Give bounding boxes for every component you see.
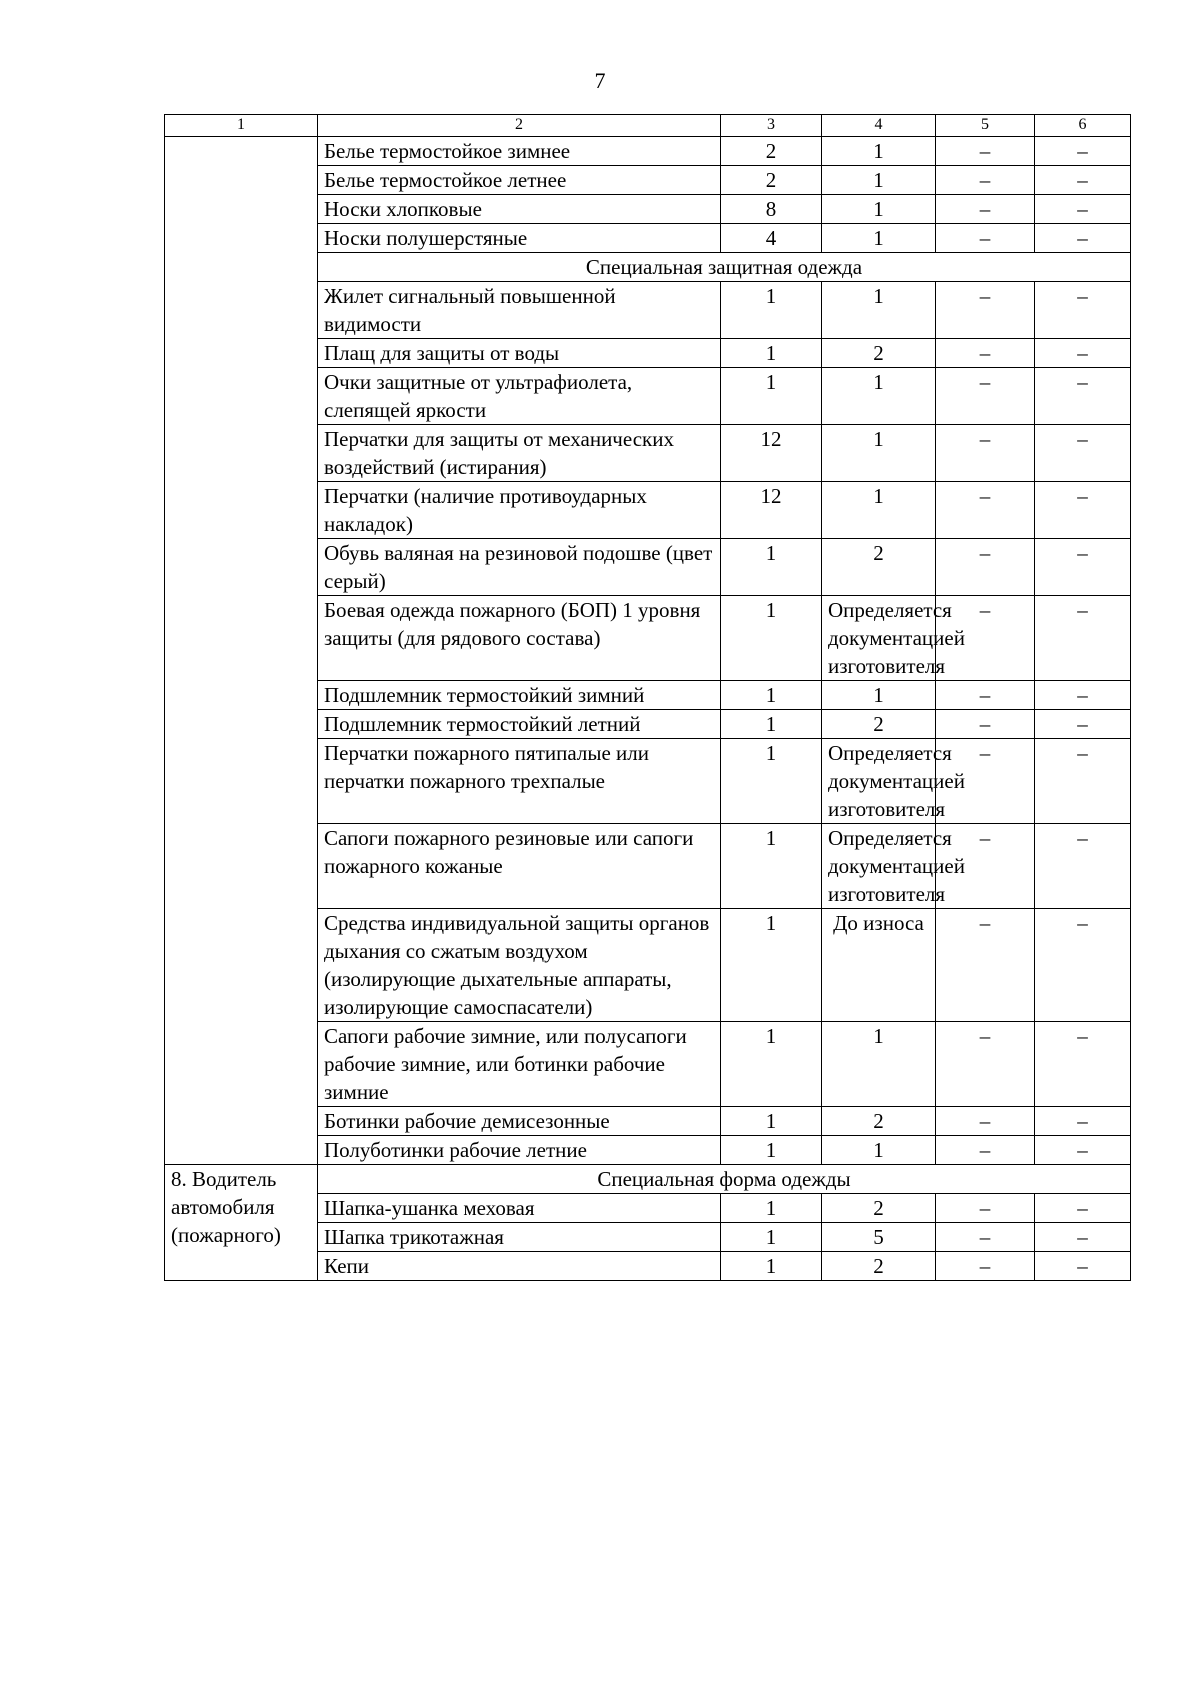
item-quantity: 1	[721, 368, 822, 425]
item-wear-period: 1	[822, 1022, 936, 1107]
item-col5: –	[936, 425, 1035, 482]
item-col5: –	[936, 824, 1035, 909]
item-wear-period: 1	[822, 137, 936, 166]
item-col6: –	[1035, 482, 1131, 539]
position-cell-continued	[165, 137, 318, 1165]
item-wear-period: 1	[822, 368, 936, 425]
item-quantity: 1	[721, 1022, 822, 1107]
section-title: Специальная форма одежды	[318, 1165, 1131, 1194]
item-wear-period: 1	[822, 195, 936, 224]
item-col5: –	[936, 1223, 1035, 1252]
item-wear-period: 2	[822, 1194, 936, 1223]
item-col5: –	[936, 482, 1035, 539]
item-name: Кепи	[318, 1252, 721, 1281]
item-quantity: 1	[721, 1194, 822, 1223]
item-name: Шапка-ушанка меховая	[318, 1194, 721, 1223]
item-col5: –	[936, 224, 1035, 253]
item-col6: –	[1035, 824, 1131, 909]
item-name: Боевая одежда пожарного (БОП) 1 уровня защиты (для рядового состава)	[318, 596, 721, 681]
item-wear-period: 2	[822, 339, 936, 368]
item-quantity: 1	[721, 681, 822, 710]
item-quantity: 1	[721, 1107, 822, 1136]
item-name: Очки защитные от ультрафиолета, слепящей яркости	[318, 368, 721, 425]
item-col5: –	[936, 137, 1035, 166]
item-col6: –	[1035, 681, 1131, 710]
item-col5: –	[936, 339, 1035, 368]
item-name: Белье термостойкое зимнее	[318, 137, 721, 166]
item-quantity: 12	[721, 482, 822, 539]
item-col5: –	[936, 710, 1035, 739]
item-quantity: 1	[721, 339, 822, 368]
item-name: Ботинки рабочие демисезонные	[318, 1107, 721, 1136]
item-col6: –	[1035, 1252, 1131, 1281]
item-name: Шапка трикотажная	[318, 1223, 721, 1252]
item-name: Белье термостойкое летнее	[318, 166, 721, 195]
header-cell: 2	[318, 115, 721, 137]
page-number: 7	[594, 68, 606, 93]
position-cell: 8. Водитель автомобиля (пожарного)	[165, 1165, 318, 1281]
item-col6: –	[1035, 739, 1131, 824]
item-wear-period: 1	[822, 681, 936, 710]
item-wear-period: 1	[822, 224, 936, 253]
table-row	[165, 137, 1131, 166]
header-cell: 1	[165, 115, 318, 137]
item-col6: –	[1035, 368, 1131, 425]
item-col6: –	[1035, 1107, 1131, 1136]
item-col6: –	[1035, 1022, 1131, 1107]
item-name: Обувь валяная на резиновой подошве (цвет серый)	[318, 539, 721, 596]
item-col5: –	[936, 368, 1035, 425]
item-quantity: 1	[721, 596, 822, 681]
item-wear-period: Определяется документацией изготовителя	[822, 739, 936, 824]
item-name: Носки полушерстяные	[318, 224, 721, 253]
item-name: Сапоги рабочие зимние, или полусапоги рабочие зимние, или ботинки рабочие зимние	[318, 1022, 721, 1107]
item-col5: –	[936, 1194, 1035, 1223]
item-col6: –	[1035, 137, 1131, 166]
header-row	[165, 115, 1131, 137]
item-wear-period: 1	[822, 1136, 936, 1165]
item-col5: –	[936, 166, 1035, 195]
item-col6: –	[1035, 539, 1131, 596]
item-col6: –	[1035, 166, 1131, 195]
item-quantity: 1	[721, 1136, 822, 1165]
item-wear-period: 1	[822, 482, 936, 539]
item-col5: –	[936, 1022, 1035, 1107]
item-col6: –	[1035, 1136, 1131, 1165]
item-name: Средства индивидуальной защиты органов дыхания со сжатым воздухом (изолирующие дыхательные аппараты, изолирующие самоспасатели)	[318, 909, 721, 1022]
header-cell: 4	[822, 115, 936, 137]
item-col5: –	[936, 909, 1035, 1022]
item-quantity: 1	[721, 824, 822, 909]
item-col5: –	[936, 1107, 1035, 1136]
norms-table	[164, 114, 1131, 1281]
header-cell: 5	[936, 115, 1035, 137]
item-wear-period: 2	[822, 1107, 936, 1136]
item-quantity: 1	[721, 710, 822, 739]
item-quantity: 1	[721, 909, 822, 1022]
item-col6: –	[1035, 710, 1131, 739]
item-col6: –	[1035, 1194, 1131, 1223]
header-cell: 6	[1035, 115, 1131, 137]
item-name: Полуботинки рабочие летние	[318, 1136, 721, 1165]
item-wear-period: 2	[822, 539, 936, 596]
item-col5: –	[936, 1136, 1035, 1165]
item-quantity: 4	[721, 224, 822, 253]
item-col6: –	[1035, 339, 1131, 368]
item-quantity: 8	[721, 195, 822, 224]
item-col6: –	[1035, 596, 1131, 681]
item-name: Подшлемник термостойкий зимний	[318, 681, 721, 710]
item-col5: –	[936, 195, 1035, 224]
item-name: Перчатки (наличие противоударных накладок)	[318, 482, 721, 539]
item-wear-period: Определяется документацией изготовителя	[822, 596, 936, 681]
item-col6: –	[1035, 1223, 1131, 1252]
header-cell: 3	[721, 115, 822, 137]
item-quantity: 2	[721, 166, 822, 195]
item-quantity: 12	[721, 425, 822, 482]
item-quantity: 1	[721, 282, 822, 339]
item-name: Подшлемник термостойкий летний	[318, 710, 721, 739]
item-wear-period: 1	[822, 166, 936, 195]
item-col6: –	[1035, 425, 1131, 482]
item-wear-period: 5	[822, 1223, 936, 1252]
item-wear-period: 2	[822, 1252, 936, 1281]
item-col5: –	[936, 739, 1035, 824]
item-col6: –	[1035, 282, 1131, 339]
item-name: Плащ для защиты от воды	[318, 339, 721, 368]
item-col5: –	[936, 596, 1035, 681]
item-quantity: 1	[721, 1223, 822, 1252]
item-wear-period: 1	[822, 282, 936, 339]
item-col6: –	[1035, 195, 1131, 224]
item-name: Сапоги пожарного резиновые или сапоги пожарного кожаные	[318, 824, 721, 909]
item-name: Перчатки пожарного пятипалые или перчатки пожарного трехпалые	[318, 739, 721, 824]
item-wear-period: Определяется документацией изготовителя	[822, 824, 936, 909]
item-name: Носки хлопковые	[318, 195, 721, 224]
item-name: Перчатки для защиты от механических воздействий (истирания)	[318, 425, 721, 482]
item-col5: –	[936, 681, 1035, 710]
item-col5: –	[936, 539, 1035, 596]
item-col5: –	[936, 282, 1035, 339]
item-wear-period: 2	[822, 710, 936, 739]
item-quantity: 2	[721, 137, 822, 166]
section-title: Специальная защитная одежда	[318, 253, 1131, 282]
section-row	[165, 1165, 1131, 1194]
item-col5: –	[936, 1252, 1035, 1281]
item-quantity: 1	[721, 539, 822, 596]
item-quantity: 1	[721, 1252, 822, 1281]
item-wear-period: До износа	[822, 909, 936, 1022]
item-col6: –	[1035, 224, 1131, 253]
item-col6: –	[1035, 909, 1131, 1022]
item-quantity: 1	[721, 739, 822, 824]
item-name: Жилет сигнальный повышенной видимости	[318, 282, 721, 339]
item-wear-period: 1	[822, 425, 936, 482]
